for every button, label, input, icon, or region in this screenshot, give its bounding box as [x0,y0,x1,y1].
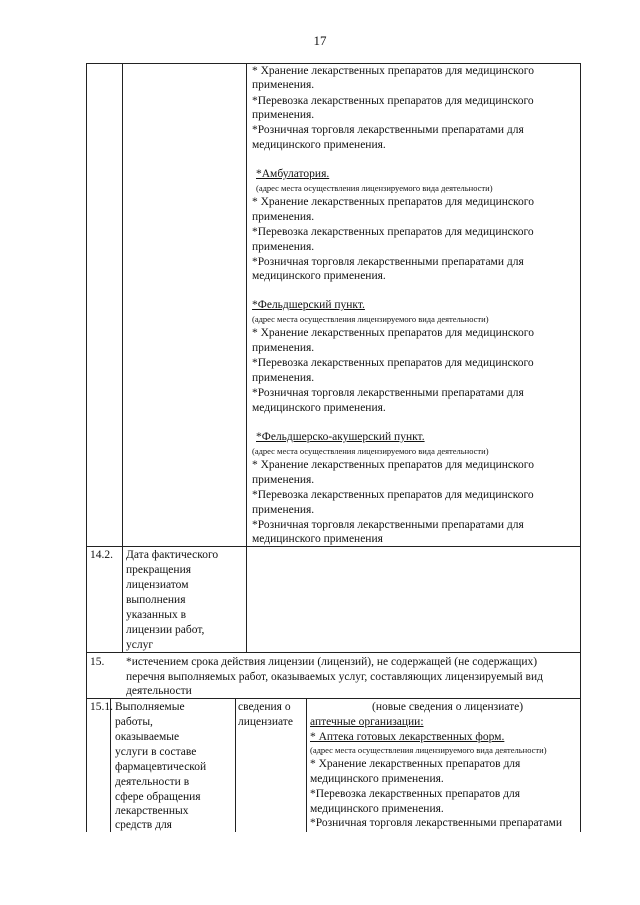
service-line: применения. [252,211,315,223]
label-column-divider [246,63,247,652]
service-line: применения. [252,504,315,516]
label-line: деятельности в [115,776,190,788]
label-column-divider-15-1 [235,698,236,832]
label-line: услуги в составе [115,746,197,758]
service-line: * Хранение лекарственных препаратов для медицинского [252,196,534,208]
facility-title: *Фельдшерско-акушерский пункт. [256,431,425,443]
org-type: аптечные организации: [310,716,424,728]
label-line: работы, [115,716,153,728]
service-line: *Перевозка лекарственных препаратов для медицинского [252,489,534,501]
facility-title: *Амбулатория. [256,168,330,180]
facility-title: * Аптека готовых лекарственных форм. [310,731,505,743]
label-line: лицензиате [238,716,293,728]
service-line: применения. [252,241,315,253]
service-line: медицинского применения. [252,402,386,414]
number-column-divider-upper [122,63,123,652]
service-line: *Розничная торговля лекарственными препаратами для [252,124,524,136]
label-line: сфере обращения [115,791,201,803]
label-line: средств для [115,819,172,831]
address-note: (адрес места осуществления лицензируемого вида деятельности) [252,446,489,456]
service-line: медицинского применения. [252,270,386,282]
label-line: услуг [126,639,154,651]
column-header: (новые сведения о лицензиате) [372,701,524,713]
label-line: Выполняемые [115,701,185,713]
service-line: медицинского применения [252,533,383,545]
service-line: * Хранение лекарственных препаратов для медицинского [252,65,534,77]
service-line: *Перевозка лекарственных препаратов для медицинского [252,357,534,369]
label-line: фармацевтической [115,761,207,773]
label-line: указанных в [126,609,187,621]
service-line: медицинского применения. [310,803,444,815]
label-line: лицензии работ, [126,624,205,636]
row-number: 14.2. [90,549,113,561]
service-line: медицинского применения. [252,139,386,151]
label-line: оказываемые [115,731,180,743]
service-line: *Розничная торговля лекарственными препаратами для [252,387,524,399]
service-line: *Розничная торговля лекарственными препаратами [310,817,562,829]
row-number: 15. [90,656,105,668]
label-line: выполнения [126,594,186,606]
text-line: перечня выполняемых работ, оказываемых услуг, составляющих лицензируемый вид [126,671,543,683]
row-15-top-border [86,652,581,653]
number-column-divider-lower [110,698,111,832]
service-line: медицинского применения. [310,773,444,785]
service-line: применения. [252,372,315,384]
service-line: * Хранение лекарственных препаратов для медицинского [252,459,534,471]
middle-column-divider-15-1 [306,698,307,832]
service-line: *Перевозка лекарственных препаратов для медицинского [252,95,534,107]
service-line: *Перевозка лекарственных препаратов для [310,788,521,800]
service-line: *Перевозка лекарственных препаратов для медицинского [252,226,534,238]
service-line: * Хранение лекарственных препаратов для медицинского [252,327,534,339]
page-number: 17 [313,33,327,48]
text-line: *истечением срока действия лицензии (лицензий), не содержащей (не содержащих) [126,656,538,668]
service-line: *Розничная торговля лекарственными препаратами для [252,519,524,531]
table-left-border [86,63,87,832]
address-note: (адрес места осуществления лицензируемого вида деятельности) [256,183,493,193]
table-right-border [580,63,581,832]
service-line: *Розничная торговля лекарственными препаратами для [252,256,524,268]
service-line: применения. [252,79,315,91]
label-line: Дата фактического [126,549,219,561]
service-line: применения. [252,109,315,121]
address-note: (адрес места осуществления лицензируемого вида деятельности) [252,314,489,324]
service-line: применения. [252,474,315,486]
facility-title: *Фельдшерский пункт. [252,299,365,311]
label-line: лицензиатом [126,579,189,591]
service-line: применения. [252,342,315,354]
label-line: прекращения [126,564,192,576]
label-line: лекарственных [115,805,189,817]
label-line: сведения о [238,701,291,713]
address-note: (адрес места осуществления лицензируемого вида деятельности) [310,745,547,755]
text-line: деятельности [126,685,192,697]
service-line: * Хранение лекарственных препаратов для [310,758,521,770]
row-number: 15.1. [90,701,113,713]
